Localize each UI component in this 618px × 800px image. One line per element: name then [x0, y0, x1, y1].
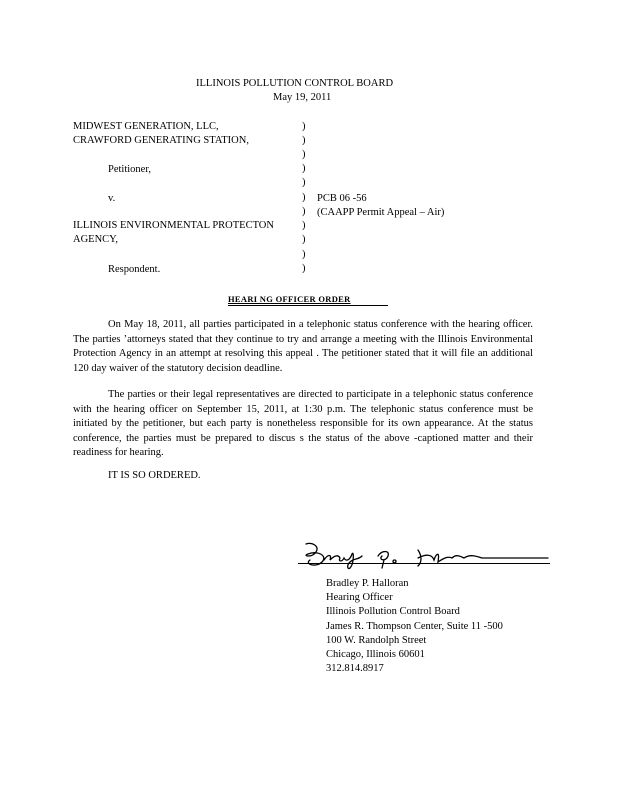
handwritten-signature [298, 536, 558, 576]
signer-title: Hearing Officer [326, 592, 393, 603]
paren: ) [302, 249, 306, 260]
respondent-label: Respondent. [108, 264, 161, 275]
paren: ) [302, 149, 306, 160]
paren: ) [302, 206, 306, 217]
versus: v. [108, 193, 116, 204]
signer-organization: Illinois Pollution Control Board [326, 606, 460, 617]
paren: ) [302, 135, 306, 146]
signature-line [298, 563, 550, 564]
paren: ) [302, 163, 306, 174]
case-number: PCB 06 -56 [317, 193, 367, 204]
paren: ) [302, 220, 306, 231]
closing-statement: IT IS SO ORDERED. [108, 470, 201, 481]
petitioner-name-line1: MIDWEST GENERATION, LLC, [73, 121, 219, 132]
order-title: HEARI NG OFFICER ORDER [228, 294, 351, 304]
respondent-name-line2: AGENCY, [73, 234, 119, 245]
petitioner-name-line2: CRAWFORD GENERATING STATION, [73, 135, 249, 146]
order-title-underline [228, 305, 388, 306]
signer-address-line1: James R. Thompson Center, Suite 11 -500 [326, 621, 503, 632]
paren: ) [302, 234, 306, 245]
signer-name: Bradley P. Halloran [326, 578, 409, 589]
case-type: (CAAPP Permit Appeal – Air) [317, 207, 445, 218]
paren: ) [302, 121, 306, 132]
body-paragraph-1: On May 18, 2011, all parties participated in a telephonic status conference with the hearing officer. The parties ’attorneys stated that they continue to try and arrange a meeting with the Illinois Environmental Protection Agency in an attempt at resolving this appeal . The petitioner stated that it will file an additional 120 day waiver of the statutory decision deadline. [73, 319, 533, 374]
paren: ) [302, 177, 306, 188]
petitioner-label: Petitioner, [108, 164, 152, 175]
signer-city: Chicago, Illinois 60601 [326, 649, 425, 660]
signer-address-line2: 100 W. Randolph Street [326, 635, 427, 646]
paren: ) [302, 192, 306, 203]
paren: ) [302, 263, 306, 274]
signer-phone: 312.814.8917 [326, 663, 384, 674]
respondent-name-line1: ILLINOIS ENVIRONMENTAL PROTECTON [73, 220, 274, 231]
body-paragraph-2: The parties or their legal representatives are directed to participate in a telephonic status conference with the hearing officer on September 15, 2011, at 1:30 p.m. The telephonic status conference must be initiated by the petitioner, but each party is nonetheless responsible for its own appearance. At the status conference, the parties must be prepared to discus s the status of the above -captioned matter and their readiness for hearing. [73, 389, 533, 459]
agency-heading: ILLINOIS POLLUTION CONTROL BOARD [196, 78, 394, 89]
order-date: May 19, 2011 [273, 92, 332, 103]
